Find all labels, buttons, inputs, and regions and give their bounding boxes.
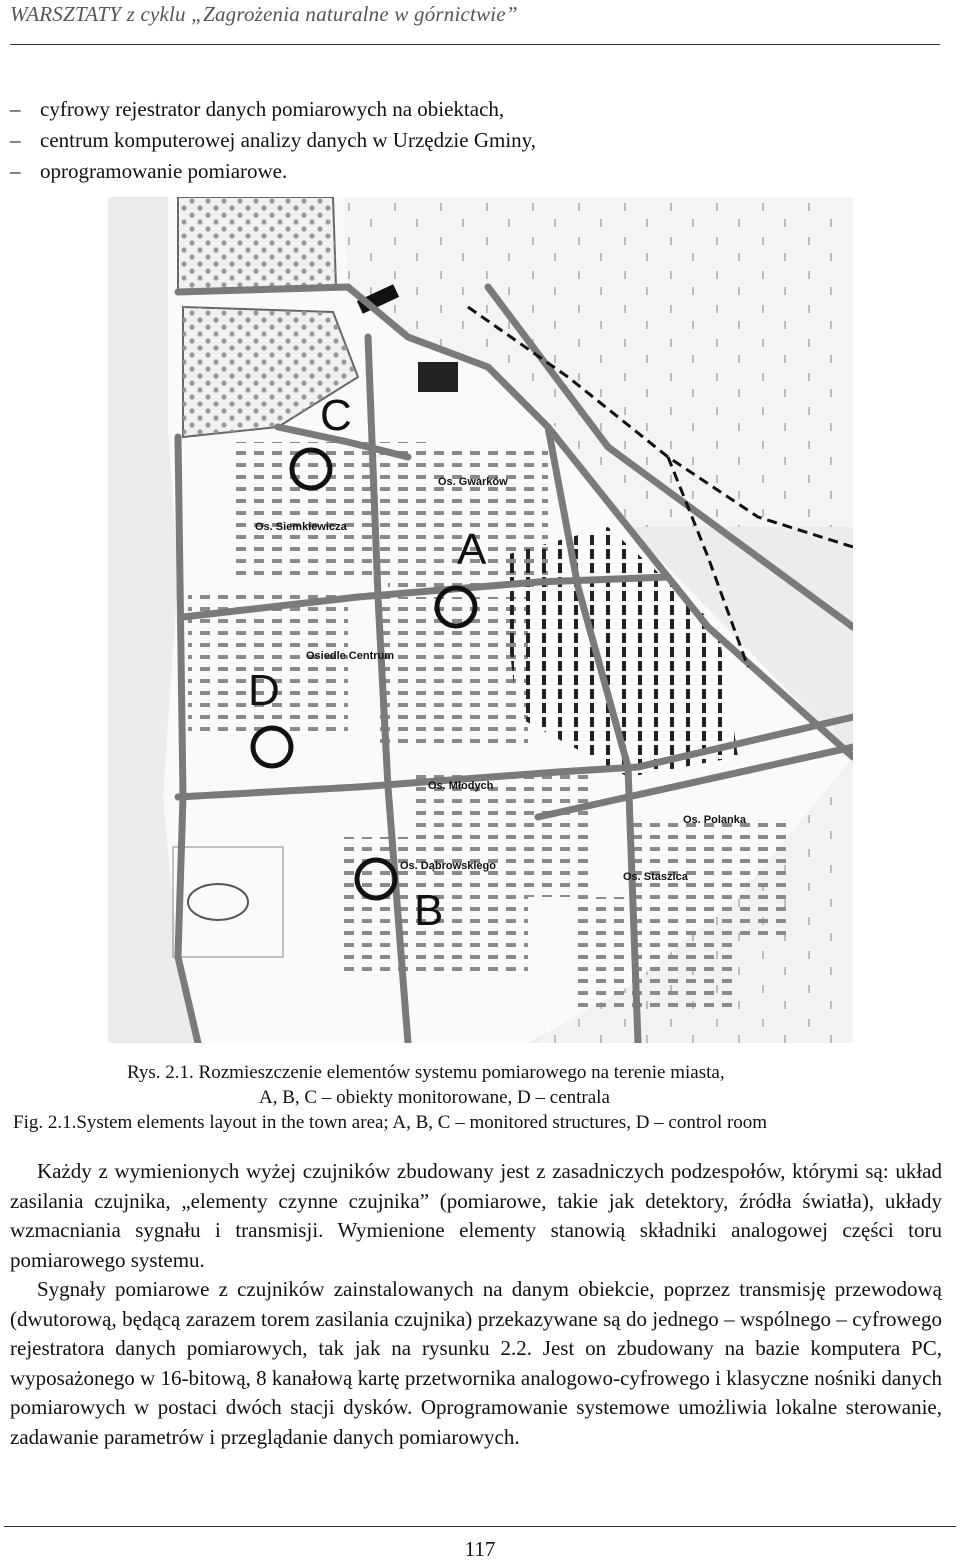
- paragraph-1: Każdy z wymienionych wyżej czujników zbudowany jest z zasadniczych podzespołów, którymi są: układ zasilania czujnika, „elementy czynne czujnika” (pomiarowe, takie jak detektory, źródła światła), układy wzmacniania sygnału i transmisji. Wymienione elementy stanowią składniki analogowej części toru pomiarowego systemu.: [10, 1159, 942, 1272]
- label-osiedle-centrum: Osiedle Centrum: [306, 650, 395, 662]
- bullet-item: [10, 94, 910, 125]
- caption-en: Fig. 2.1.System elements layout in the town area; A, B, C – monitored structures, D – control room: [13, 1112, 768, 1133]
- caption-pl-line2: A, B, C – obiekty monitorowane, D – centrala: [259, 1087, 610, 1108]
- label-os-staszica: Os. Staszica: [623, 871, 688, 883]
- bullet-list: [10, 94, 910, 187]
- page-number: 117: [464, 1537, 496, 1561]
- building-cluster: [418, 362, 458, 392]
- bullet-text: oprogramowanie pomiarowe.: [40, 159, 288, 183]
- marker-d-letter: D: [248, 666, 280, 715]
- header-rule: [10, 44, 940, 45]
- bullet-dash: –: [10, 97, 21, 121]
- paragraph-2: Sygnały pomiarowe z czujników zainstalowanych na danym obiekcie, poprzez transmisję przewodową (dwutorową, będącą zarazem torem zasilania czujnika) przekazywane są do jednego – wspólnego – cyfrowego rejestratora danych pomiarowych, tak jak na rysunku 2.2. Jest on zbudowany na bazie komputera PC, wyposażonego w 16-bitową, 8 kanałową kartę przetwornika analogowo-cyfrowego i klasyczne nośniki danych pomiarowych w postaci dwóch stacji dysków. Oprogramowanie systemowe umożliwia lokalne sterowanie, zadawanie parametrów i przeglądanie danych pomiarowych.: [10, 1277, 942, 1449]
- town-map-figure: [108, 197, 853, 1043]
- town-map: [108, 197, 853, 1043]
- bullet-dash: –: [10, 159, 21, 183]
- label-os-gwarkow: Os. Gwarków: [438, 476, 508, 488]
- footer-rule: [4, 1526, 956, 1527]
- district-staszica: [578, 897, 738, 1007]
- label-os-siemkiewicza: Os. Siemkiewicza: [255, 521, 347, 533]
- label-os-mlodych: Os. Młodych: [428, 780, 494, 792]
- marker-c-letter: C: [320, 391, 352, 440]
- body-text: [10, 1157, 942, 1452]
- woodland-north-texture: [178, 197, 336, 292]
- bullet-dash: –: [10, 128, 21, 152]
- district-centrum: [378, 597, 528, 747]
- marker-a-letter: A: [457, 525, 487, 574]
- caption-pl-line1: Rys. 2.1. Rozmieszczenie elementów systemu pomiarowego na terenie miasta,: [127, 1062, 725, 1083]
- marker-b-letter: B: [414, 886, 444, 935]
- bullet-text: cyfrowy rejestrator danych pomiarowych na obiektach,: [40, 97, 505, 121]
- label-os-dabrowskiego: Os. Dąbrowskiego: [400, 860, 496, 872]
- running-header-title: WARSZTATY z cyklu „Zagrożenia naturalne w górnictwie”: [10, 2, 518, 26]
- bullet-text: centrum komputerowej analizy danych w Urzędzie Gminy,: [40, 128, 537, 152]
- bullet-item: [10, 156, 910, 187]
- bullet-item: [10, 125, 910, 156]
- label-os-polanka: Os. Polanka: [683, 814, 746, 826]
- page-header: [10, 0, 940, 27]
